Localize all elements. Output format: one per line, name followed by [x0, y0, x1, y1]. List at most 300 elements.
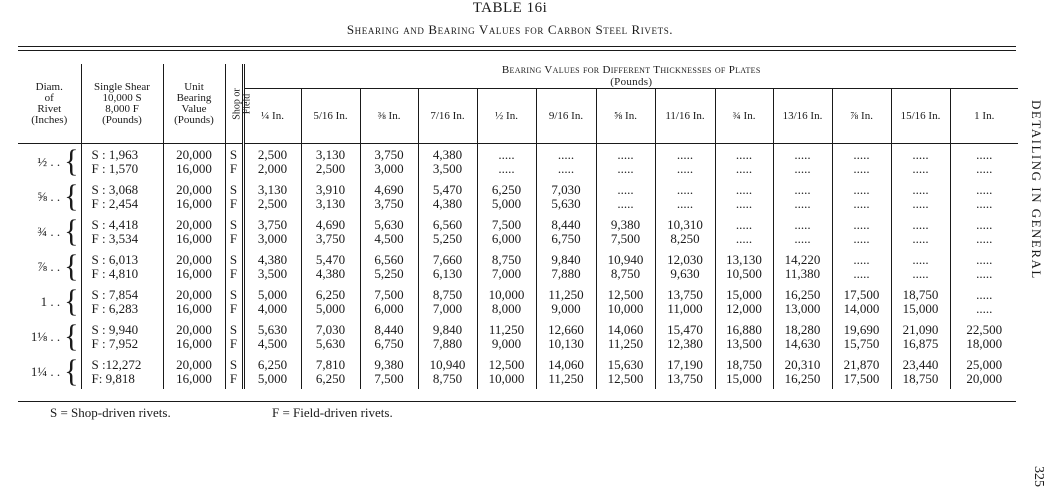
thickness-header: 1 In.: [950, 89, 1018, 144]
bearing-shop-value: .....: [912, 251, 929, 267]
bearing-field-value: 14,630: [784, 335, 821, 351]
bearing-shop-value: 12,660: [548, 321, 584, 337]
bearing-value-cell: [950, 144, 1018, 180]
bearing-field-value: 11,250: [548, 370, 584, 386]
bearing-value-cell: [596, 249, 655, 284]
bearing-value-cell: [360, 319, 418, 354]
bearing-shop-value: 14,060: [548, 356, 584, 372]
bearing-value-cell: [536, 179, 596, 214]
bearing-field-value: .....: [794, 160, 811, 176]
unit-bearing-cell: [163, 144, 225, 180]
bearing-shop-value: .....: [853, 216, 870, 232]
bearing-shop-value: 8,750: [432, 286, 463, 302]
bearing-field-value: .....: [853, 230, 870, 246]
bearing-field-value: 6,250: [315, 370, 346, 386]
bearing-field-value: .....: [557, 160, 575, 176]
bearing-value-cell: [715, 179, 773, 214]
bearing-value-cell: [891, 179, 950, 214]
bearing-field-value: .....: [735, 195, 753, 211]
bearing-field-value: 7,880: [432, 335, 463, 351]
bearing-field-value: 7,880: [551, 265, 581, 281]
bearing-value-cell: [596, 284, 655, 319]
bearing-shop-value: 14,060: [607, 321, 644, 337]
bearing-shop-value: 7,030: [551, 181, 581, 197]
bearing-shop-value: 9,840: [551, 251, 581, 267]
bearing-field-value: 6,130: [432, 265, 463, 281]
rivet-row: [18, 354, 1018, 389]
bearing-value-cell: [950, 214, 1018, 249]
bearing-value-cell: [477, 354, 536, 389]
bearing-shop-value: 4,380: [257, 251, 288, 267]
bearing-value-cell: [891, 319, 950, 354]
bearing-shop-value: 7,660: [432, 251, 463, 267]
thickness-header: ¼ In.: [243, 89, 301, 144]
single-shear-header-line: (Pounds): [102, 113, 142, 126]
bearing-value-cell: [773, 249, 832, 284]
bearing-shop-value: .....: [853, 181, 870, 197]
rivet-row: [18, 144, 1018, 180]
bearing-value-cell: [715, 144, 773, 180]
bearing-field-value: 3,000: [374, 160, 404, 176]
bearing-field-value: 11,250: [607, 335, 644, 351]
bearing-field-value: 13,750: [667, 370, 703, 386]
bearing-field-value: 3,000: [257, 230, 288, 246]
shop-or-field-header: [225, 64, 253, 144]
bearing-value-cell: [360, 144, 418, 180]
bearing-field-value: 5,250: [374, 265, 404, 281]
bearing-shop-value: 3,130: [257, 181, 288, 197]
bearing-value-cell: [715, 284, 773, 319]
diameter-cell: [18, 354, 81, 389]
bearing-shop-value: .....: [976, 251, 993, 267]
bearing-value-cell: [536, 249, 596, 284]
bearing-value-cell: [832, 354, 891, 389]
bearing-field-value: 8,750: [432, 370, 463, 386]
side-running-heading: DETAILING IN GENERAL: [1029, 100, 1044, 280]
bearing-field-value: .....: [976, 300, 993, 316]
bearing-field-value: 4,500: [374, 230, 404, 246]
bearing-shop-value: .....: [912, 146, 929, 162]
bearing-shop-value: 10,940: [429, 356, 466, 372]
diameter-value: 1¼ . .: [30, 363, 61, 379]
bearing-field-value: 5,250: [432, 230, 463, 246]
diameter-header: [18, 64, 81, 144]
single-shear-cell: [81, 144, 163, 180]
shop-marker: S: [229, 356, 238, 372]
bearing-shop-value: .....: [557, 146, 575, 162]
shop-field-cell: [225, 284, 243, 319]
unit-shop-value: 20,000: [176, 356, 212, 372]
bearing-shop-value: .....: [676, 146, 694, 162]
bearing-shop-value: 7,810: [315, 356, 346, 372]
diameter-wrap: [20, 178, 79, 214]
diameter-wrap: [20, 143, 79, 179]
bearing-shop-value: 5,630: [374, 216, 404, 232]
diameter-header-line: Rivet: [37, 102, 62, 115]
bearing-field-value: 3,500: [257, 265, 288, 281]
unit-bearing-header-line: Value: [181, 102, 207, 115]
shop-marker: S: [229, 216, 238, 232]
bearing-value-cell: [243, 214, 301, 249]
bearing-shop-value: 17,190: [667, 356, 703, 372]
bearing-field-value: 13,500: [726, 335, 762, 351]
bearing-shop-value: 11,250: [548, 286, 584, 302]
bearing-value-cell: [596, 144, 655, 180]
bearing-value-cell: [950, 179, 1018, 214]
bearing-shop-value: 19,690: [843, 321, 880, 337]
bearing-field-value: 5,000: [315, 300, 346, 316]
diameter-header-line: (Inches): [31, 113, 68, 126]
bearing-shop-value: 5,470: [315, 251, 346, 267]
bearing-field-value: 7,000: [491, 265, 522, 281]
bearing-field-value: 2,500: [315, 160, 346, 176]
unit-field-value: 16,000: [176, 195, 212, 211]
brace-glyph: {: [64, 353, 79, 389]
footnote-field: F = Field-driven rivets.: [272, 405, 393, 420]
bearing-field-value: 4,380: [315, 265, 346, 281]
bearing-shop-value: 10,310: [667, 216, 703, 232]
bearing-value-cell: [773, 284, 832, 319]
unit-field-value: 16,000: [176, 230, 212, 246]
shear-field-value: F : 6,283: [91, 300, 139, 316]
bearing-value-cell: [301, 144, 360, 180]
bearing-value-cell: [655, 249, 715, 284]
bearing-value-cell: [418, 249, 477, 284]
bearing-shop-value: .....: [976, 146, 993, 162]
bearing-field-value: 17,500: [843, 370, 880, 386]
bearing-value-cell: [418, 284, 477, 319]
bearing-value-cell: [715, 319, 773, 354]
bearing-shop-value: 14,220: [784, 251, 821, 267]
bearing-value-cell: [243, 354, 301, 389]
thickness-header: 9/16 In.: [536, 89, 596, 144]
bearing-shop-value: 21,870: [843, 356, 880, 372]
bearing-shop-value: 22,500: [966, 321, 1003, 337]
field-marker: F: [229, 300, 238, 316]
bearing-shop-value: 3,130: [315, 146, 346, 162]
thickness-header: ⅜ In.: [360, 89, 418, 144]
bearing-shop-value: 15,000: [726, 286, 762, 302]
unit-shop-value: 20,000: [176, 181, 212, 197]
bearing-shop-value: 15,470: [667, 321, 703, 337]
unit-bearing-cell: [163, 179, 225, 214]
shop-or-field-header-line: Shop or: [231, 87, 243, 120]
bearing-value-cell: [655, 144, 715, 180]
bearing-shop-value: .....: [617, 181, 634, 197]
bearing-field-value: 18,750: [902, 370, 939, 386]
bearing-value-cell: [655, 319, 715, 354]
thickness-header: 15/16 In.: [891, 89, 950, 144]
bearing-field-value: 6,000: [374, 300, 404, 316]
brace-glyph: {: [64, 283, 79, 319]
bearing-shop-value: 8,440: [551, 216, 581, 232]
shop-field-cell: [225, 249, 243, 284]
bearing-field-value: 5,000: [491, 195, 522, 211]
bearing-shop-value: 11,250: [488, 321, 525, 337]
page-number: 325: [1031, 466, 1046, 487]
bearing-value-cell: [360, 214, 418, 249]
table-number: TABLE 16i: [472, 0, 548, 16]
bearing-value-cell: [536, 354, 596, 389]
bearing-value-cell: [301, 249, 360, 284]
thickness-header: ⅞ In.: [832, 89, 891, 144]
bearing-value-cell: [891, 284, 950, 319]
bearing-value-cell: [891, 214, 950, 249]
shear-field-value: F : 2,454: [91, 195, 139, 211]
diameter-header-line: Diam.: [35, 80, 63, 93]
bearing-shop-value: .....: [735, 216, 753, 232]
rivet-row: [18, 214, 1018, 249]
bearing-value-cell: [243, 319, 301, 354]
bearing-shop-value: 18,750: [902, 286, 939, 302]
brace-glyph: {: [64, 178, 79, 214]
bearing-value-cell: [536, 284, 596, 319]
bearing-shop-value: 5,000: [257, 286, 288, 302]
bottom-rule: [18, 401, 1016, 402]
bearing-shop-value: 9,380: [610, 216, 641, 232]
bearing-field-value: 10,000: [488, 370, 525, 386]
bearing-shop-value: .....: [498, 146, 515, 162]
bearing-value-cell: [418, 214, 477, 249]
unit-shop-value: 20,000: [176, 146, 212, 162]
diameter-cell: [18, 284, 81, 319]
diameter-value: ½ . .: [37, 153, 61, 169]
unit-field-value: 16,000: [176, 300, 212, 316]
bearing-value-cell: [773, 144, 832, 180]
single-shear-cell: [81, 214, 163, 249]
bearing-field-value: .....: [912, 195, 929, 211]
bearing-shop-value: .....: [912, 181, 929, 197]
bearing-value-cell: [715, 214, 773, 249]
bearing-value-cell: [891, 354, 950, 389]
bearing-field-value: 8,750: [610, 265, 641, 281]
field-marker: F: [229, 370, 238, 386]
brace-glyph: {: [64, 318, 79, 354]
shop-marker: S: [229, 286, 238, 302]
bearing-field-value: 12,500: [607, 370, 644, 386]
single-shear-cell: [81, 249, 163, 284]
bearing-group-unit: (Pounds): [610, 76, 653, 88]
bearing-value-cell: [715, 354, 773, 389]
bearing-field-value: 5,000: [257, 370, 288, 386]
shear-shop-value: S : 7,854: [91, 286, 139, 302]
unit-field-value: 16,000: [176, 265, 212, 281]
unit-bearing-header: [163, 64, 225, 144]
diameter-cell: [18, 319, 81, 354]
bearing-shop-value: 9,840: [432, 321, 463, 337]
bearing-shop-value: 18,280: [784, 321, 821, 337]
bearing-field-value: 15,000: [902, 300, 939, 316]
bearing-shop-value: .....: [617, 146, 634, 162]
bearing-shop-value: .....: [976, 216, 993, 232]
bearing-value-cell: [360, 179, 418, 214]
bearing-shop-value: 7,500: [491, 216, 522, 232]
field-marker: F: [229, 230, 238, 246]
bearing-shop-value: .....: [853, 251, 870, 267]
bearing-field-value: .....: [735, 160, 753, 176]
single-shear-cell: [81, 319, 163, 354]
bearing-shop-value: .....: [794, 216, 811, 232]
bearing-shop-value: 7,500: [374, 286, 404, 302]
bearing-field-value: 4,000: [257, 300, 288, 316]
bearing-value-cell: [596, 319, 655, 354]
bearing-value-cell: [301, 284, 360, 319]
bearing-value-cell: [596, 179, 655, 214]
bearing-shop-value: 16,250: [784, 286, 821, 302]
bearing-shop-value: 13,750: [667, 286, 703, 302]
bearing-value-cell: [301, 214, 360, 249]
single-shear-cell: [81, 179, 163, 214]
bearing-shop-value: 7,030: [315, 321, 346, 337]
bearing-value-cell: [243, 249, 301, 284]
single-shear-header-line: Single Shear: [94, 80, 150, 93]
bearing-field-value: 7,500: [610, 230, 641, 246]
bearing-field-value: 10,000: [607, 300, 644, 316]
bearing-value-cell: [418, 354, 477, 389]
single-shear-header-line: 8,000 F: [105, 102, 139, 115]
shear-shop-value: S : 6,013: [91, 251, 139, 267]
bearing-value-cell: [950, 354, 1018, 389]
bearing-field-value: .....: [912, 160, 929, 176]
unit-bearing-header-line: Bearing: [176, 91, 212, 104]
diameter-wrap: [20, 318, 79, 354]
bearing-value-cell: [243, 284, 301, 319]
top-rule: [18, 46, 1016, 47]
bearing-shop-value: 8,440: [374, 321, 404, 337]
shop-or-field-header-line: Field: [241, 93, 253, 114]
diameter-value: 1 . .: [40, 293, 61, 309]
brace-glyph: {: [64, 248, 79, 284]
shear-shop-value: S :12,272: [91, 356, 142, 372]
shear-field-value: F : 3,534: [91, 230, 139, 246]
bearing-value-cell: [477, 179, 536, 214]
bearing-field-value: .....: [976, 195, 993, 211]
bearing-field-value: 7,500: [374, 370, 404, 386]
bearing-field-value: .....: [853, 195, 870, 211]
shear-field-value: F : 1,570: [91, 160, 139, 176]
shear-field-value: F: 9,818: [91, 370, 135, 386]
bearing-shop-value: .....: [794, 146, 811, 162]
bearing-field-value: 3,750: [374, 195, 404, 211]
bearing-field-value: 13,000: [784, 300, 821, 316]
bearing-value-cell: [536, 214, 596, 249]
bearing-value-cell: [477, 214, 536, 249]
shop-field-cell: [225, 144, 243, 180]
bearing-value-cell: [891, 144, 950, 180]
diameter-wrap: [20, 283, 79, 319]
bearing-field-value: .....: [976, 230, 993, 246]
bearing-field-value: .....: [853, 160, 870, 176]
diameter-value: ¾ . .: [37, 223, 61, 239]
bearing-value-cell: [832, 214, 891, 249]
unit-bearing-cell: [163, 214, 225, 249]
bearing-value-cell: [950, 319, 1018, 354]
unit-bearing-cell: [163, 354, 225, 389]
thickness-header: ⅝ In.: [596, 89, 655, 144]
bearing-shop-value: 2,500: [257, 146, 288, 162]
diameter-wrap: [20, 353, 79, 389]
bearing-shop-value: 3,750: [374, 146, 404, 162]
bearing-shop-value: 16,880: [726, 321, 762, 337]
bearing-value-cell: [477, 144, 536, 180]
unit-shop-value: 20,000: [176, 251, 212, 267]
bearing-field-value: 9,630: [670, 265, 700, 281]
bearing-value-cell: [536, 144, 596, 180]
bearing-field-value: 6,750: [374, 335, 404, 351]
bearing-value-cell: [418, 179, 477, 214]
bearing-value-cell: [773, 179, 832, 214]
rivet-values-table: [18, 64, 1018, 389]
bearing-value-cell: [360, 284, 418, 319]
shop-marker: S: [229, 181, 238, 197]
bearing-shop-value: 13,130: [726, 251, 762, 267]
bearing-shop-value: 4,690: [374, 181, 404, 197]
shop-field-cell: [225, 354, 243, 389]
bearing-shop-value: 5,630: [257, 321, 288, 337]
bearing-shop-value: 20,310: [784, 356, 821, 372]
bearing-field-value: .....: [617, 160, 634, 176]
field-marker: F: [229, 160, 238, 176]
shop-field-cell: [225, 214, 243, 249]
footnote-shop: S = Shop-driven rivets.: [50, 405, 171, 420]
bearing-field-value: 10,130: [548, 335, 584, 351]
bearing-field-value: .....: [676, 160, 694, 176]
bearing-shop-value: 5,470: [432, 181, 463, 197]
bearing-field-value: 5,630: [551, 195, 581, 211]
bearing-field-value: 10,500: [726, 265, 762, 281]
bearing-value-cell: [536, 319, 596, 354]
field-marker: F: [229, 335, 238, 351]
bearing-value-cell: [596, 214, 655, 249]
bearing-field-value: .....: [617, 195, 634, 211]
shear-shop-value: S : 3,068: [91, 181, 139, 197]
rivet-row: [18, 179, 1018, 214]
bearing-field-value: 2,500: [257, 195, 288, 211]
unit-bearing-header-line: (Pounds): [174, 113, 214, 126]
bearing-value-cell: [773, 319, 832, 354]
bearing-shop-value: 6,250: [315, 286, 346, 302]
bearing-field-value: .....: [976, 265, 993, 281]
unit-shop-value: 20,000: [176, 286, 212, 302]
bearing-field-value: .....: [794, 195, 811, 211]
bearing-shop-value: 12,030: [667, 251, 703, 267]
diameter-cell: [18, 179, 81, 214]
bearing-shop-value: .....: [735, 146, 753, 162]
diameter-wrap: [20, 248, 79, 284]
unit-bearing-cell: [163, 249, 225, 284]
bearing-field-value: 15,000: [726, 370, 762, 386]
unit-field-value: 16,000: [176, 160, 212, 176]
bearing-group-header: [243, 64, 1018, 89]
bearing-field-value: 18,000: [966, 335, 1003, 351]
bearing-shop-value: 6,560: [374, 251, 404, 267]
rivet-row: [18, 284, 1018, 319]
bearing-value-cell: [832, 284, 891, 319]
thickness-header: 11/16 In.: [655, 89, 715, 144]
bearing-shop-value: 3,910: [315, 181, 346, 197]
unit-shop-value: 20,000: [176, 321, 212, 337]
bearing-value-cell: [832, 144, 891, 180]
bearing-field-value: 15,750: [843, 335, 880, 351]
single-shear-header: [81, 64, 163, 144]
rivet-row: [18, 249, 1018, 284]
bearing-shop-value: 25,000: [966, 356, 1003, 372]
bearing-shop-value: 8,750: [491, 251, 522, 267]
bearing-field-value: .....: [912, 265, 929, 281]
bearing-field-value: 2,000: [257, 160, 288, 176]
bearing-shop-value: .....: [912, 216, 929, 232]
bearing-shop-value: 12,500: [488, 356, 525, 372]
